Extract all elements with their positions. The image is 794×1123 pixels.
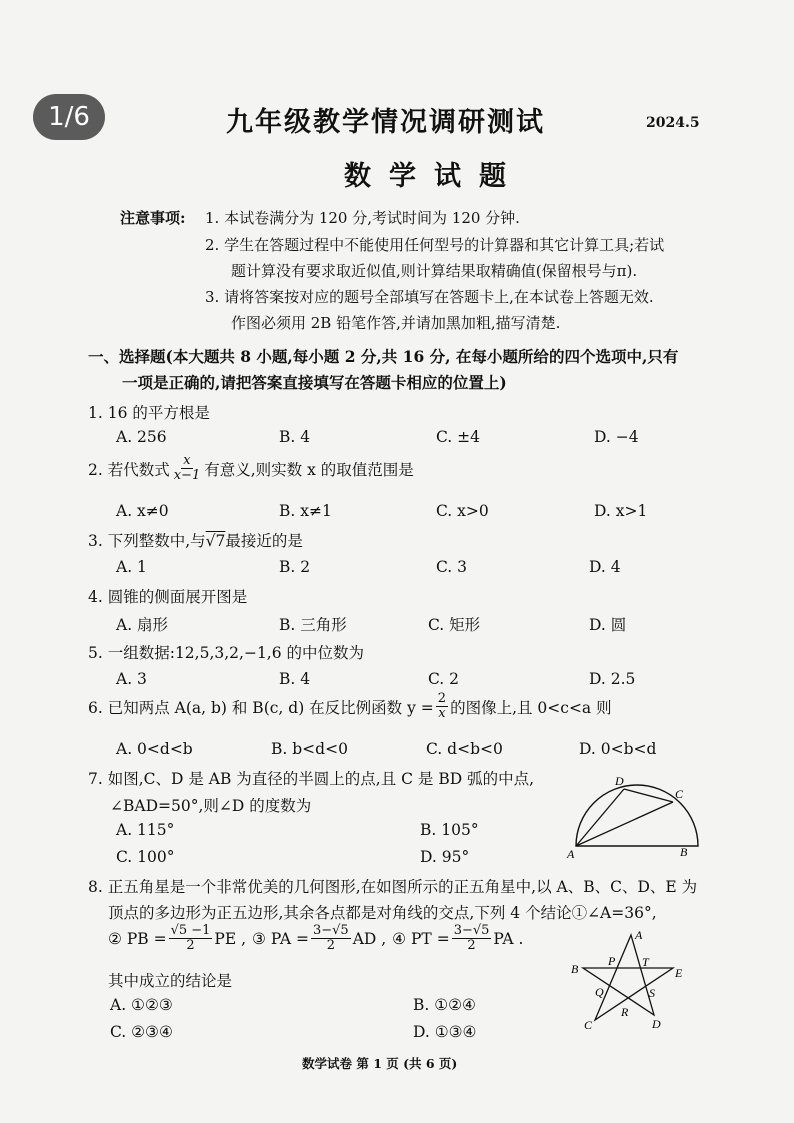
exam-title: 九年级教学情况调研测试 [226, 107, 545, 138]
q8-label-q: Q [595, 985, 604, 999]
q2-frac-den: x−1 [173, 468, 201, 483]
chord-ac [576, 802, 673, 846]
q8-c4-fraction [452, 924, 492, 953]
exam-subtitle: 数学试题 [344, 161, 524, 192]
q2-option-d: D. x>1 [594, 502, 648, 520]
q2-option-b: B. x≠1 [279, 502, 332, 520]
q6-stem-post: 的图像上,且 0<c<a 则 [450, 698, 612, 717]
note-item-3a: 3. 请将答案按对应的题号全部填写在答题卡上,在本试卷上答题无效. [205, 288, 654, 306]
q6-stem-pre: 6. 已知两点 A(a, b) 和 B(c, d) 在反比例函数 y = [88, 698, 434, 717]
q7-stem-line2: ∠BAD=50°,则∠D 的度数为 [110, 797, 312, 815]
q8-c4-num: 3−√5 [453, 923, 490, 938]
q8-c4-pre: ④ PT = [392, 929, 450, 948]
q6-frac-num: 2 [437, 691, 447, 706]
q8-c3-den: 2 [326, 938, 335, 953]
note-item-1: 1. 本试卷满分为 120 分,考试时间为 120 分钟. [205, 209, 520, 227]
q6-option-a: A. 0<d<b [116, 740, 193, 758]
q7-option-a: A. 115° [116, 821, 175, 839]
q7-option-c: C. 100° [116, 848, 175, 866]
q8-label-e: E [675, 966, 683, 980]
q1-option-d: D. −4 [594, 428, 639, 446]
q8-label-s: S [649, 986, 655, 1000]
section1-line2: 一项是正确的,请把答案直接填写在答题卡相应的位置上) [122, 373, 507, 392]
q6-fraction [436, 692, 448, 721]
q2-stem [88, 454, 414, 483]
q8-c2-post: PE , [214, 929, 247, 948]
q5-option-d: D. 2.5 [589, 670, 636, 688]
q2-stem-post: 有意义,则实数 x 的取值范围是 [204, 460, 414, 479]
q8-c2-den: 2 [186, 938, 195, 953]
q7-option-d: D. 95° [420, 848, 470, 866]
exam-date: 2024.5 [646, 115, 700, 131]
note-item-3b: 作图必须用 2B 铅笔作答,并请加黑加粗,描写清楚. [231, 314, 561, 332]
q8-option-a: A. ①②③ [110, 996, 173, 1014]
chord-dc [624, 789, 673, 802]
q8-c4-post: PA . [493, 929, 524, 948]
q7-label-b: B [680, 845, 688, 859]
q3-option-d: D. 4 [589, 558, 621, 576]
q3-stem-pre: 3. 下列整数中,与 [88, 532, 206, 550]
q4-stem: 4. 圆锥的侧面展开图是 [88, 588, 248, 606]
q8-c2-num: √5 −1 [170, 923, 211, 938]
q4-option-a: A. 扇形 [116, 616, 169, 634]
q6-option-d: D. 0<b<d [579, 740, 657, 758]
q7-label-d: D [615, 774, 624, 788]
q2-fraction [172, 454, 203, 483]
q8-option-d: D. ①③④ [413, 1023, 477, 1041]
q5-option-b: B. 4 [279, 670, 311, 688]
q8-stem-line2: 顶点的多边形为正五边形,其余各点都是对角线的交点,下列 4 个结论①∠A=36°, [108, 904, 657, 922]
q2-stem-pre: 2. 若代数式 [88, 460, 170, 479]
notes-label: 注意事项: [120, 209, 186, 227]
q8-stem-line1: 8. 正五角星是一个非常优美的几何图形,在如图所示的正五角星中,以 A、B、C、D、E 为 [88, 878, 698, 896]
q5-stem: 5. 一组数据:12,5,3,2,−1,6 的中位数为 [88, 644, 365, 662]
q1-option-b: B. 4 [279, 428, 311, 446]
q2-frac-num: x [183, 453, 191, 468]
q7-option-b: B. 105° [420, 821, 479, 839]
q8-c2-pre: ② PB = [108, 929, 167, 948]
q2-option-a: A. x≠0 [116, 502, 169, 520]
q8-c2-fraction [169, 924, 213, 953]
q4-option-c: C. 矩形 [428, 616, 481, 634]
q7-label-c: C [675, 787, 684, 801]
q3-radical: √7 [205, 532, 226, 550]
q8-conclusions [108, 924, 523, 953]
q4-option-b: B. 三角形 [279, 616, 347, 634]
section1-line1: 一、选择题(本大题共 8 小题,每小题 2 分,共 16 分, 在每小题所给的四个选项中,只有 [88, 347, 679, 366]
q8-c3-fraction [311, 924, 351, 953]
q3-stem-post: 最接近的是 [225, 532, 303, 550]
q8-label-b: B [571, 962, 579, 976]
q7-semicircle-figure [562, 770, 707, 862]
q1-stem: 1. 16 的平方根是 [88, 404, 210, 422]
page-badge: 1/6 [33, 94, 105, 140]
note-item-2a: 2. 学生在答题过程中不能使用任何型号的计算器和其它计算工具;若试 [205, 236, 665, 254]
q3-option-c: C. 3 [436, 558, 468, 576]
q8-label-t: T [642, 955, 649, 969]
q8-pentagram-figure [565, 925, 695, 1037]
q8-label-d: D [652, 1017, 661, 1031]
q3-stem [88, 529, 303, 551]
q8-label-p: P [608, 954, 616, 968]
q6-stem [88, 692, 612, 721]
q6-option-c: C. d<b<0 [426, 740, 503, 758]
q8-option-b: B. ①②④ [413, 996, 476, 1014]
q1-option-c: C. ±4 [436, 428, 481, 446]
q7-label-a: A [567, 847, 575, 861]
q6-frac-den: x [438, 706, 446, 721]
note-item-2b: 题计算没有要求取近似值,则计算结果取精确值(保留根号与π). [231, 262, 638, 280]
q5-option-a: A. 3 [116, 670, 147, 688]
q3-option-b: B. 2 [279, 558, 311, 576]
page-footer: 数学试卷 第 1 页 (共 6 页) [302, 1056, 458, 1071]
q5-option-c: C. 2 [428, 670, 460, 688]
q8-label-r: R [621, 1005, 629, 1019]
q8-label-a: A [635, 928, 643, 942]
q8-label-c: C [584, 1018, 593, 1032]
q3-option-a: A. 1 [116, 558, 147, 576]
q4-option-d: D. 圆 [589, 616, 627, 634]
q1-option-a: A. 256 [116, 428, 167, 446]
q6-option-b: B. b<d<0 [271, 740, 348, 758]
q2-option-c: C. x>0 [436, 502, 489, 520]
q7-stem-line1: 7. 如图,C、D 是 AB 为直径的半圆上的点,且 C 是 BD 弧的中点, [88, 770, 535, 788]
q8-c3-num: 3−√5 [312, 923, 349, 938]
q8-c3-pre: ③ PA = [252, 929, 309, 948]
q8-c4-den: 2 [467, 938, 476, 953]
q8-option-c: C. ②③④ [110, 1023, 173, 1041]
q8-c3-post: AD , [352, 929, 387, 948]
q8-stem-line3: 其中成立的结论是 [108, 972, 233, 990]
